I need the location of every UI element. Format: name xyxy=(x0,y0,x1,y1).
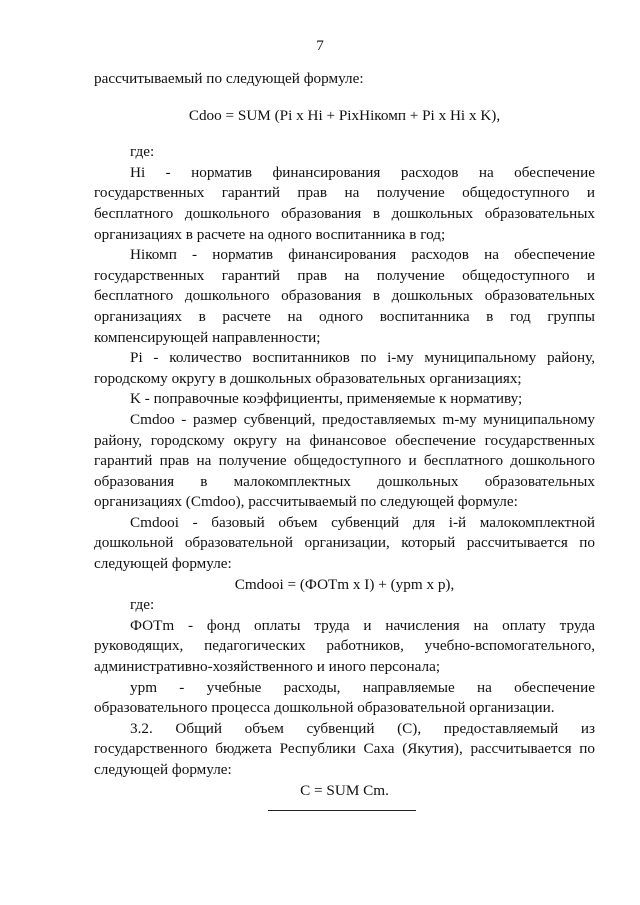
definition-ypm: ypm - учебные расходы, направляемые на обеспечение образовательного процесса дошкольной образовательной организации. xyxy=(94,678,595,717)
section-3-2: 3.2. Общий объем субвенций (C), предоставляемый из государственного бюджета Республики Саха (Якутия), рассчитывается по следующей формуле: xyxy=(94,719,595,778)
definition-hikomp: Hiкомп - норматив финансирования расходов на обеспечение государственных гарантий прав на получение общедоступного и бесплатного дошкольного образования в дошкольных образовательных организациях в расчете на одного воспитанника в год группы компенсирующей направленности; xyxy=(94,246,595,346)
where-label-1: где: xyxy=(130,143,155,161)
definition-k: K - поправочные коэффициенты, применяемые к нормативу; xyxy=(130,390,523,408)
definition-cmdoo: Cmdoo - размер субвенций, предоставляемых m-му муниципальному району, городскому округу на финансовое обеспечение государственных гарантий прав на получение общедоступного и бесплатного дошкольного образования в малокомплектных дошкольных образовательных организациях (Cmdoo), рассчитываемый по следующей формуле: xyxy=(94,410,595,511)
end-divider-line xyxy=(268,810,416,811)
page-body xyxy=(94,69,595,801)
formula-c: C = SUM Cm. xyxy=(300,781,389,799)
formula-cdoo: Cdoo = SUM (Pi x Hi + PixHiкомп + Pi x Hi x K), xyxy=(188,106,501,124)
intro-line: рассчитываемый по следующей формуле: xyxy=(94,70,364,87)
definition-fotm: ФОTm - фонд оплаты труда и начисления на оплату труда руководящих, педагогических работников, учебно-вспомогательного, административно-хозяйственного и иного персонала; xyxy=(94,616,595,676)
where-label-2: где: xyxy=(130,596,155,614)
definition-pi: Pi - количество воспитанников по i-му муниципальному району, городскому округу в дошкольных образовательных организациях; xyxy=(94,349,595,387)
definition-cmdooi: Cmdooi - базовый объем субвенций для i-й малокомплектной дошкольной образовательной организации, который рассчитывается по следующей формуле: xyxy=(94,513,595,573)
formula-cmdooi: Cmdooi = (ФОTm x I) + (ypm x p), xyxy=(234,575,455,593)
definition-hi: Hi - норматив финансирования расходов на обеспечение государственных гарантий прав на получение общедоступного и бесплатного дошкольного образования в дошкольных образовательных организациях в расчете на одного воспитанника в год; xyxy=(94,163,595,243)
page-number: 7 xyxy=(316,37,324,54)
